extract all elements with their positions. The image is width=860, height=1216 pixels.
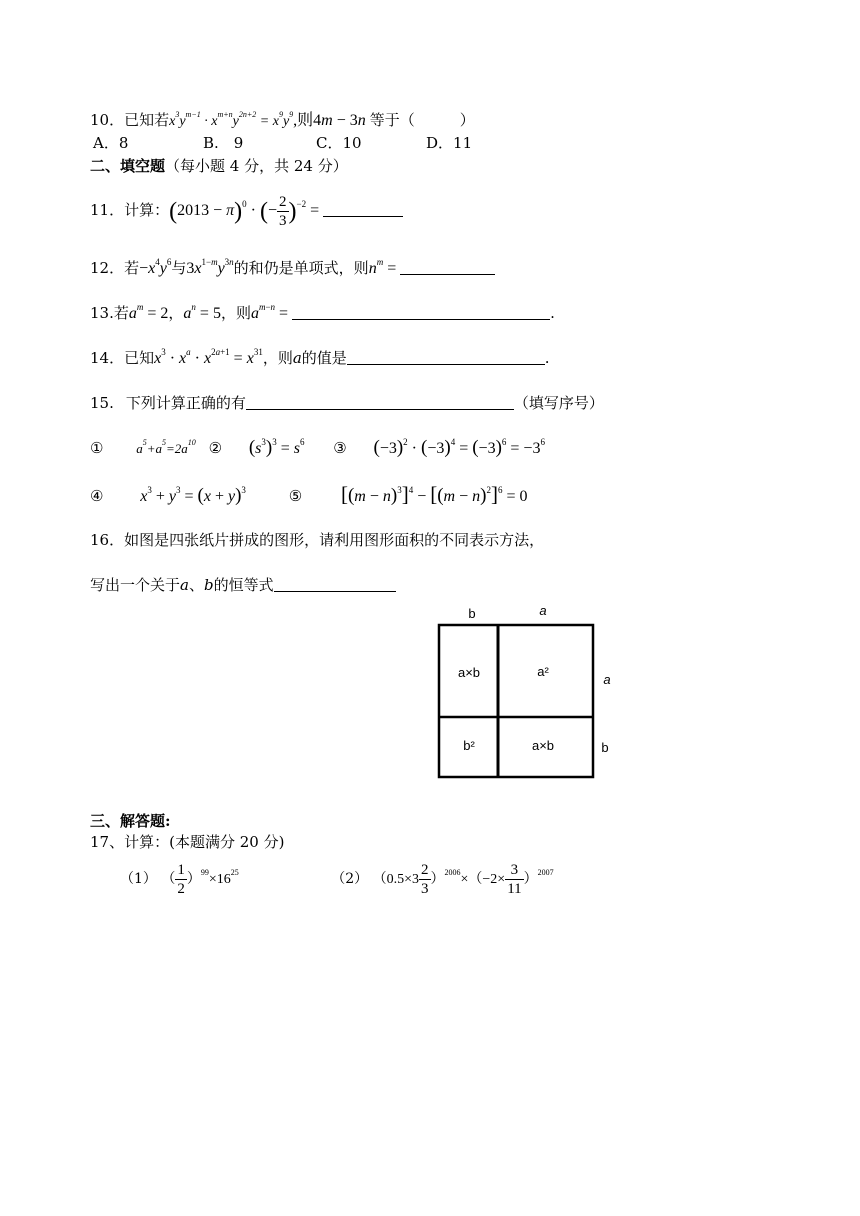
diagram-cell-b2: b² bbox=[463, 738, 475, 753]
q14-mid: ，则 bbox=[262, 349, 293, 367]
q15-row2 bbox=[90, 484, 528, 507]
q14-mid2: 的值是 bbox=[301, 349, 347, 367]
q13-mid: ， bbox=[168, 304, 184, 322]
q12-mid2: 的和仍是单项式，则 bbox=[233, 259, 369, 277]
diagram-side-label-a: a bbox=[603, 672, 611, 687]
q12-term2: $3x^{1-m}y^{3n}$ bbox=[186, 257, 234, 277]
diagram-outer-frame bbox=[439, 625, 593, 777]
q13-cond2: $a^n = 5$ bbox=[183, 302, 221, 322]
q10-prefix: 已知若 bbox=[124, 111, 170, 129]
q15-prefix: 下列计算正确的有 bbox=[125, 394, 246, 412]
q15-item-3: $(-3)^2 \cdot (-3)^4 = (-3)^6 = -3^6$ bbox=[373, 437, 545, 458]
q17-part1-label: （1） bbox=[120, 871, 157, 887]
q16-number: 16． bbox=[90, 531, 125, 549]
q17-parts bbox=[120, 858, 554, 900]
q16-line2 bbox=[90, 575, 396, 595]
q15-item-1: $a^5+a^5=2a^{10}$ bbox=[136, 438, 196, 456]
q11-answer-blank[interactable] bbox=[323, 201, 403, 217]
q14-equation: $x^3 \cdot x^a \cdot x^{2a+1} = x^{31}$ bbox=[154, 347, 263, 367]
q15-row1 bbox=[90, 438, 545, 459]
q14-line bbox=[90, 348, 550, 369]
q17-prefix: 计算： bbox=[124, 833, 170, 851]
q17-line bbox=[90, 832, 284, 852]
diagram-top-label-a: a bbox=[539, 603, 547, 618]
q16-line1 bbox=[90, 530, 544, 550]
diagram-cell-ab-top: a×b bbox=[457, 665, 481, 680]
q11-prefix: 计算： bbox=[124, 201, 170, 219]
q11-number: 11． bbox=[90, 201, 125, 219]
q15-item-5: $[(m - n)^3]^4 - [(m - n)^2]^6 = 0$ bbox=[340, 482, 528, 506]
area-diagram bbox=[425, 598, 635, 788]
diagram-cell-a2: a² bbox=[537, 664, 549, 679]
q15-number: 15. bbox=[90, 394, 114, 412]
q12-answer-blank[interactable] bbox=[400, 259, 495, 275]
q10-number: 10． bbox=[90, 111, 125, 129]
q15-answer-blank[interactable] bbox=[246, 394, 514, 410]
q13-mid2: ，则 bbox=[220, 304, 251, 322]
q14-answer-blank[interactable] bbox=[347, 349, 545, 365]
q16-text1: 如图是四张纸片拼成的图形，请利用图形面积的不同表示方法， bbox=[124, 531, 545, 549]
q12-prefix: 若 bbox=[124, 259, 140, 277]
q15-line bbox=[90, 393, 604, 413]
q11-line bbox=[90, 190, 403, 230]
q17-number: 17、 bbox=[90, 833, 125, 851]
q10-option-b: B. 9 bbox=[203, 134, 244, 152]
section2-note: （每小题 4 分，共 24 分） bbox=[165, 157, 348, 175]
q17-part1-expression: （ $\frac{1}{2}$ ）$^{99}\times 16^{25}$ bbox=[161, 862, 239, 898]
q16-sep: 、 bbox=[188, 576, 204, 594]
q16-answer-blank[interactable] bbox=[274, 576, 396, 592]
diagram-top-label-b: b bbox=[468, 606, 476, 621]
q14-period: . bbox=[544, 349, 550, 367]
q10-target: ,则4m − 3n bbox=[293, 112, 366, 129]
q10-line bbox=[90, 110, 475, 132]
q16-suffix: 的恒等式 bbox=[213, 576, 274, 594]
q12-mid: 与 bbox=[171, 259, 187, 277]
q16-var-a: a bbox=[180, 576, 189, 594]
q10-options bbox=[93, 133, 472, 153]
q15-marker-2: ② bbox=[208, 439, 223, 457]
q14-number: 14． bbox=[90, 349, 125, 367]
q10-suffix: 等于（ ） bbox=[369, 111, 475, 129]
q15-marker-5: ⑤ bbox=[288, 487, 303, 505]
q17-note: (本题满分 20 分) bbox=[169, 833, 285, 851]
q13-answer-blank[interactable] bbox=[292, 304, 550, 320]
q12-target: $n^m$ = bbox=[368, 257, 401, 277]
q10-option-a: A．8 bbox=[93, 134, 129, 152]
q15-marker-1: ① bbox=[90, 439, 104, 457]
q13-prefix: 若 bbox=[113, 304, 129, 322]
q13-target: $a^{m-n}$ = bbox=[250, 302, 293, 322]
diagram-cell-ab-bottom: a×b bbox=[531, 738, 555, 753]
section2-title: 二、填空题 bbox=[90, 157, 166, 175]
q12-line bbox=[90, 258, 495, 279]
q13-line bbox=[90, 303, 555, 324]
q11-expression: $(2013 - \pi)^0$ · (− $\frac{2}{3}$ )$^{-2}$ = bbox=[169, 193, 324, 229]
q10-option-d: D．11 bbox=[426, 134, 473, 152]
q12-number: 12． bbox=[90, 259, 125, 277]
q13-number: 13. bbox=[90, 304, 114, 322]
q10-option-c: C．10 bbox=[316, 134, 362, 152]
section3-title: 三、解答题: bbox=[90, 812, 171, 830]
q16-var-b: b bbox=[203, 576, 214, 594]
q16-prefix: 写出一个关于 bbox=[90, 576, 181, 594]
q15-suffix: （填写序号） bbox=[513, 394, 604, 412]
q14-var-a: a bbox=[292, 349, 302, 367]
diagram-side-label-b: b bbox=[601, 740, 609, 755]
diagram-grid bbox=[439, 625, 593, 777]
q12-term1: $-x^4y^6$ bbox=[139, 257, 172, 277]
q17-part2-expression: （0.5×3 $\frac{2}{3}$ ）$^{2006}$×（−2× $\frac{3}{11}$ ）$^{2007}$ bbox=[372, 862, 554, 898]
q14-prefix: 已知 bbox=[124, 349, 155, 367]
section2-heading bbox=[90, 156, 348, 176]
q17-part2-label: （2） bbox=[331, 871, 369, 887]
q10-equation: $x^3y^{m-1} \cdot x^{m+n}y^{2n+2} = x^9y^9$ bbox=[169, 110, 294, 129]
q13-cond1: $a^m = 2$ bbox=[128, 302, 169, 322]
q15-item-4: $x^3 + y^3 = (x + y)^3$ bbox=[140, 485, 246, 506]
q15-marker-3: ③ bbox=[333, 439, 347, 457]
q15-item-2: $(s^3)^3 = s^6$ bbox=[248, 437, 305, 458]
q13-period: . bbox=[550, 304, 555, 322]
q15-marker-4: ④ bbox=[90, 487, 104, 505]
